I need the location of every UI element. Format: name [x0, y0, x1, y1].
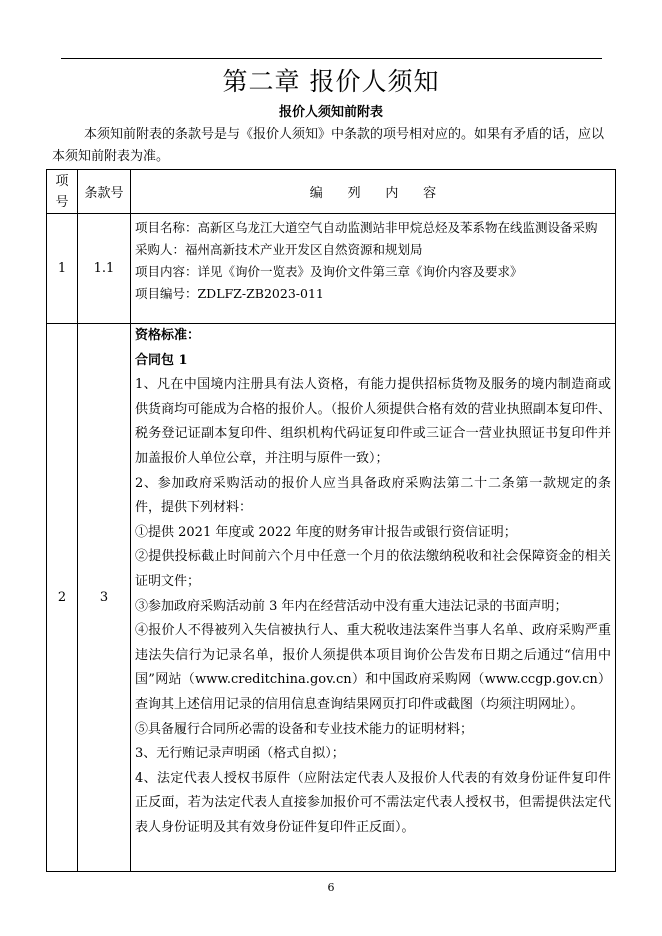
table-border-bottom — [46, 871, 616, 872]
requirement-paragraph: ①提供 2021 年度或 2022 年度的财务审计报告或银行资信证明； — [135, 524, 517, 540]
contract-package-heading: 合同包 1 — [135, 352, 188, 368]
project-content: 项目内容：详见《询价一览表》及询价文件第三章《询价内容及要求》 — [135, 264, 523, 279]
intro-paragraph: 本须知前附表的条款号是与《报价人须知》中条款的项号相对应的。如果有矛盾的话，应以本须知前附表为准。 — [52, 127, 605, 164]
section-subtitle: 报价人须知前附表 — [278, 105, 383, 120]
requirement-paragraph: ③参加政府采购活动前 3 年内在经营活动中没有重大违法记录的书面声明； — [135, 598, 568, 614]
chapter-title: 第二章 报价人须知 — [222, 67, 440, 96]
row1-content — [135, 217, 611, 305]
table-border-right — [615, 169, 616, 872]
requirement-paragraph: 4、法定代表人授权书原件（应附法定代表人及报价人代表的有效身份证件复印件正反面，若为法定代表人直接参加报价可不需法定代表人授权书，但需提供法定代表人身份证明及其有效身份证件复印件正反面）。 — [135, 770, 611, 835]
pre-table — [46, 169, 616, 872]
row1-clause: 1.1 — [93, 261, 115, 276]
table-col-divider — [130, 169, 131, 872]
row2-clause: 3 — [99, 590, 109, 605]
project-name: 项目名称：高新区乌龙江大道空气自动监测站非甲烷总烃及苯系物在线监测设备采购 — [135, 220, 598, 235]
header-rule — [61, 58, 602, 59]
requirement-paragraph: ⑤具备履行合同所必需的设备和专业技术能力的证明材料； — [135, 721, 474, 737]
qualification-heading: 资格标准： — [135, 328, 201, 343]
table-row-divider — [46, 213, 616, 214]
header-content: 编 列 内 容 — [309, 186, 437, 201]
requirement-paragraph: ④报价人不得被列入失信被执行人、重大税收违法案件当事人名单、政府采购严重违法失信行为记录名单，报价人须提供本项目询价公告发布日期之后通过“信用中国”网站（www.creditchina.gov.cn）和中国政府采购网（www.ccgp.gov.cn）查询其上述信用记录的信用信息查询结果网页打印件或截图（均须注明网址）。 — [135, 623, 611, 712]
row1-seq: 1 — [57, 261, 67, 276]
requirement-paragraph: 3、无行贿记录声明函（格式自拟）； — [135, 746, 345, 762]
page-number: 6 — [327, 881, 335, 894]
requirement-paragraph: 1、凡在中国境内注册具有法人资格，有能力提供招标货物及服务的境内制造商或供货商均可能成为合格的报价人。（报价人须提供合格有效的营业执照副本复印件、税务登记证副本复印件、组织机构代码证复印件或三证合一营业执照证书复印件并加盖报价人单位公章，并注明与原件一致）； — [135, 377, 611, 466]
header-seq: 项号 — [55, 173, 69, 210]
row2-content — [135, 324, 611, 840]
project-number: 项目编号：ZDLFZ-ZB2023-011 — [135, 286, 324, 301]
header-clause: 条款号 — [84, 186, 124, 201]
requirement-paragraph: ②提供投标截止时间前六个月中任意一个月的依法缴纳税收和社会保障资金的相关证明文件； — [135, 549, 611, 589]
purchaser: 采购人：福州高新技术产业开发区自然资源和规划局 — [135, 242, 423, 257]
requirement-paragraph: 2、参加政府采购活动的报价人应当具备政府采购法第二十二条第一款规定的条件，提供下列材料： — [135, 475, 611, 516]
row2-seq: 2 — [57, 590, 67, 605]
